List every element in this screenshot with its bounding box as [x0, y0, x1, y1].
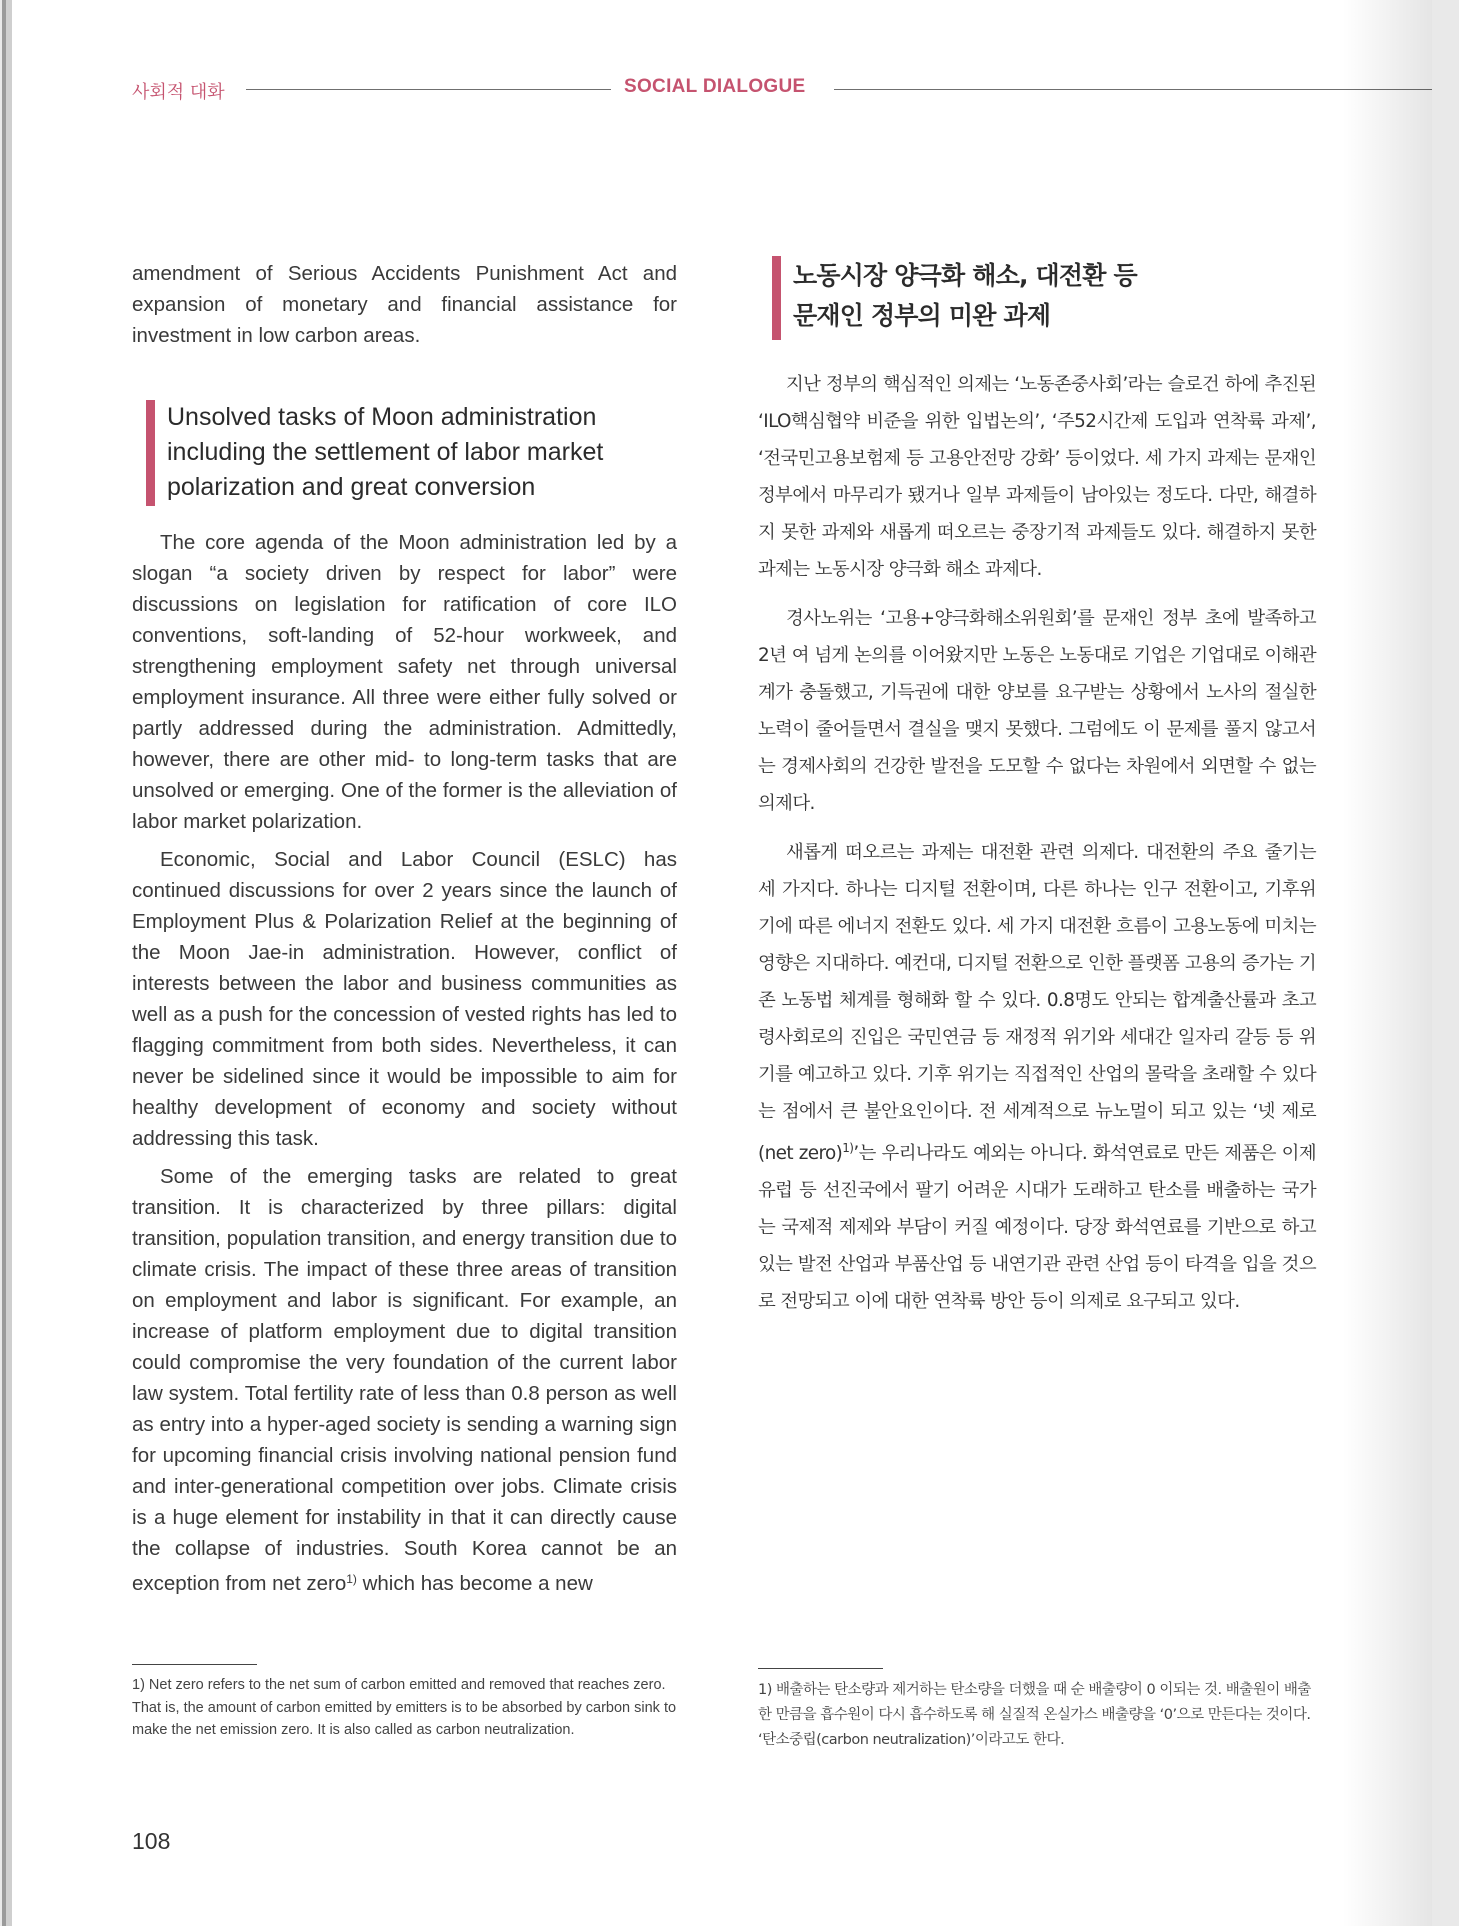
right-paragraph-3: [758, 834, 1316, 1320]
right-heading-line-2: 문재인 정부의 미완 과제: [793, 301, 1051, 330]
right-footnote: 1) 배출하는 탄소량과 제거하는 탄소량을 더했을 때 순 배출량이 0 이되는 것. 배출원이 배출한 만큼을 흡수원이 다시 흡수하도록 해 실질적 온실가스 배출량을 ‘0’으로 만든다는 것이다. ‘탄소중립(carbon neutralization)’이라고도 한다.: [758, 1682, 1311, 1748]
left-body-text: [132, 527, 677, 1606]
right-section-heading: [772, 256, 1321, 340]
left-heading-text: Unsolved tasks of Moon administration including the settlement of labor market polarization and great conversion: [167, 403, 604, 501]
right-paragraph-3-tail: ’는 우리나라도 예외는 아니다. 화석연료로 만든 제품은 이제 유럽 등 선진국에서 팔기 어려운 시대가 도래하고 탄소를 배출하는 국가는 국제적 제제와 부담이 커질 예정이다. 당장 화석연료를 기반으로 하고 있는 발전 산업과 부품산업 등 내연기관 관련 산업 등이 타격을 입을 것으로 전망되고 이에 대한 연착륙 방안 등이 의제로 요구되고 있다.: [758, 1143, 1316, 1312]
header-rule-right: [834, 89, 1432, 90]
left-section-heading: [146, 400, 675, 506]
right-paragraph-3-text: 새롭게 떠오르는 과제는 대전환 관련 의제다. 대전환의 주요 줄기는 세 가지다. 하나는 디지털 전환이며, 다른 하나는 인구 전환이고, 기후위기에 따른 에너지 전환도 있다. 세 가지 대전환 흐름이 고용노동에 미치는 영향은 지대하다. 예컨대, 디지털 전환으로 인한 플랫폼 고용의 증가는 기존 노동법 체계를 형해화 할 수 있다. 0.8명도 안되는 합계출산률과 초고령사회로의 진입은 국민연금 등 재정적 위기와 세대간 일자리 갈등 등 위기를 예고하고 있다. 기후 위기는 직접적인 산업의 몰락을 초래할 수 있다는 점에서 큰 불안요인이다. 전 세계적으로 뉴노멀이 되고 있는 ‘넷 제로(net zero): [758, 842, 1316, 1164]
left-footnote: 1) Net zero refers to the net sum of carbon emitted and removed that reaches zero. That is, the amount of carbon emitted by emitters is to be absorbed by carbon sink to make the net emission zero. It is also called as carbon neutralization.: [132, 1677, 677, 1738]
left-paragraph-1: The core agenda of the Moon administration led by a slogan “a society driven by respect for labor” were discussions on legislation for ratification of core ILO conventions, soft-landing of 52-hour workweek, and strengthening employment safety net through universal employment insurance. All three were either fully solved or partly addressed during the administration. Admittedly, however, there are other mid- to long-term tasks that are unsolved or emerging. One of the former is the alleviation of labor market polarization.: [132, 531, 677, 833]
header-rule-left: [246, 89, 611, 90]
right-heading-text: [781, 256, 1321, 336]
left-intro-paragraph: amendment of Serious Accidents Punishment Act and expansion of monetary and financial assistance for investment in low carbon areas.: [132, 262, 677, 347]
footnote-marker: 1): [346, 1572, 357, 1586]
left-paragraph-3-text: Some of the emerging tasks are related to great transition. It is characterized by three pillars: digital transition, population transition, and energy transition due to climate crisis. The impact of these three areas of transition on employment and labor is significant. For example, an increase of platform employment due to digital transition could compromise the very foundation of the current labor law system. Total fertility rate of less than 0.8 person as well as entry into a hyper-aged society is sending a warning sign for upcoming financial crisis involving national pension fund and inter-generational competition over jobs. Climate crisis is a huge element for instability in that it can directly cause the collapse of industries. South Korea cannot be an exception from net zero: [132, 1165, 677, 1595]
right-paragraph-1: 지난 정부의 핵심적인 의제는 ‘노동존중사회’라는 슬로건 하에 추진된 ‘ILO핵심협약 비준을 위한 입법논의’, ‘주52시간제 도입과 연착륙 과제’, ‘전국민고용보험제 등 고용안전망 강화’ 등이었다. 세 가지 과제는 문재인 정부에서 마무리가 됐거나 일부 과제들이 남아있는 정도다. 다만, 해결하지 못한 과제와 새롭게 떠오르는 중장기적 과제들도 있다. 해결하지 못한 과제는 노동시장 양극화 해소 과제다.: [758, 374, 1316, 580]
left-paragraph-3-tail: which has become a new: [356, 1572, 593, 1595]
left-footnote-rule: [132, 1664, 257, 1665]
footnote-marker: 1): [842, 1141, 854, 1155]
left-intro-text: [132, 258, 677, 358]
page-number: 108: [132, 1828, 171, 1854]
left-paragraph-3: [132, 1161, 677, 1599]
right-heading-line-1: 노동시장 양극화 해소, 대전환 등: [793, 261, 1137, 290]
right-paragraph-2: 경사노위는 ‘고용+양극화해소위원회’를 문재인 정부 초에 발족하고 2년 여 넘게 논의를 이어왔지만 노동은 노동대로 기업은 기업대로 이해관계가 충돌했고, 기득권에 대한 양보를 요구받는 상황에서 노사의 절실한 노력이 줄어들면서 결실을 맺지 못했다. 그럼에도 이 문제를 풀지 않고서는 경제사회의 건강한 발전을 도모할 수 없다는 차원에서 외면할 수 없는 의제다.: [758, 608, 1316, 814]
left-paragraph-2: Economic, Social and Labor Council (ESLC) has continued discussions for over 2 years since the launch of Employment Plus & Polarization Relief at the beginning of the Moon Jae-in administration. However, conflict of interests between the labor and business communities as well as a push for the concession of vested rights has led to flagging commitment from both sides. Nevertheless, it can never be sidelined since it would be impossible to aim for healthy development of economy and society without addressing this task.: [132, 848, 677, 1150]
document-page: [12, 0, 1432, 1926]
running-header-english: SOCIAL DIALOGUE: [624, 76, 806, 97]
running-header-korean: 사회적 대화: [132, 82, 225, 103]
right-body-text: [758, 366, 1316, 1332]
right-footnote-rule: [758, 1668, 883, 1669]
